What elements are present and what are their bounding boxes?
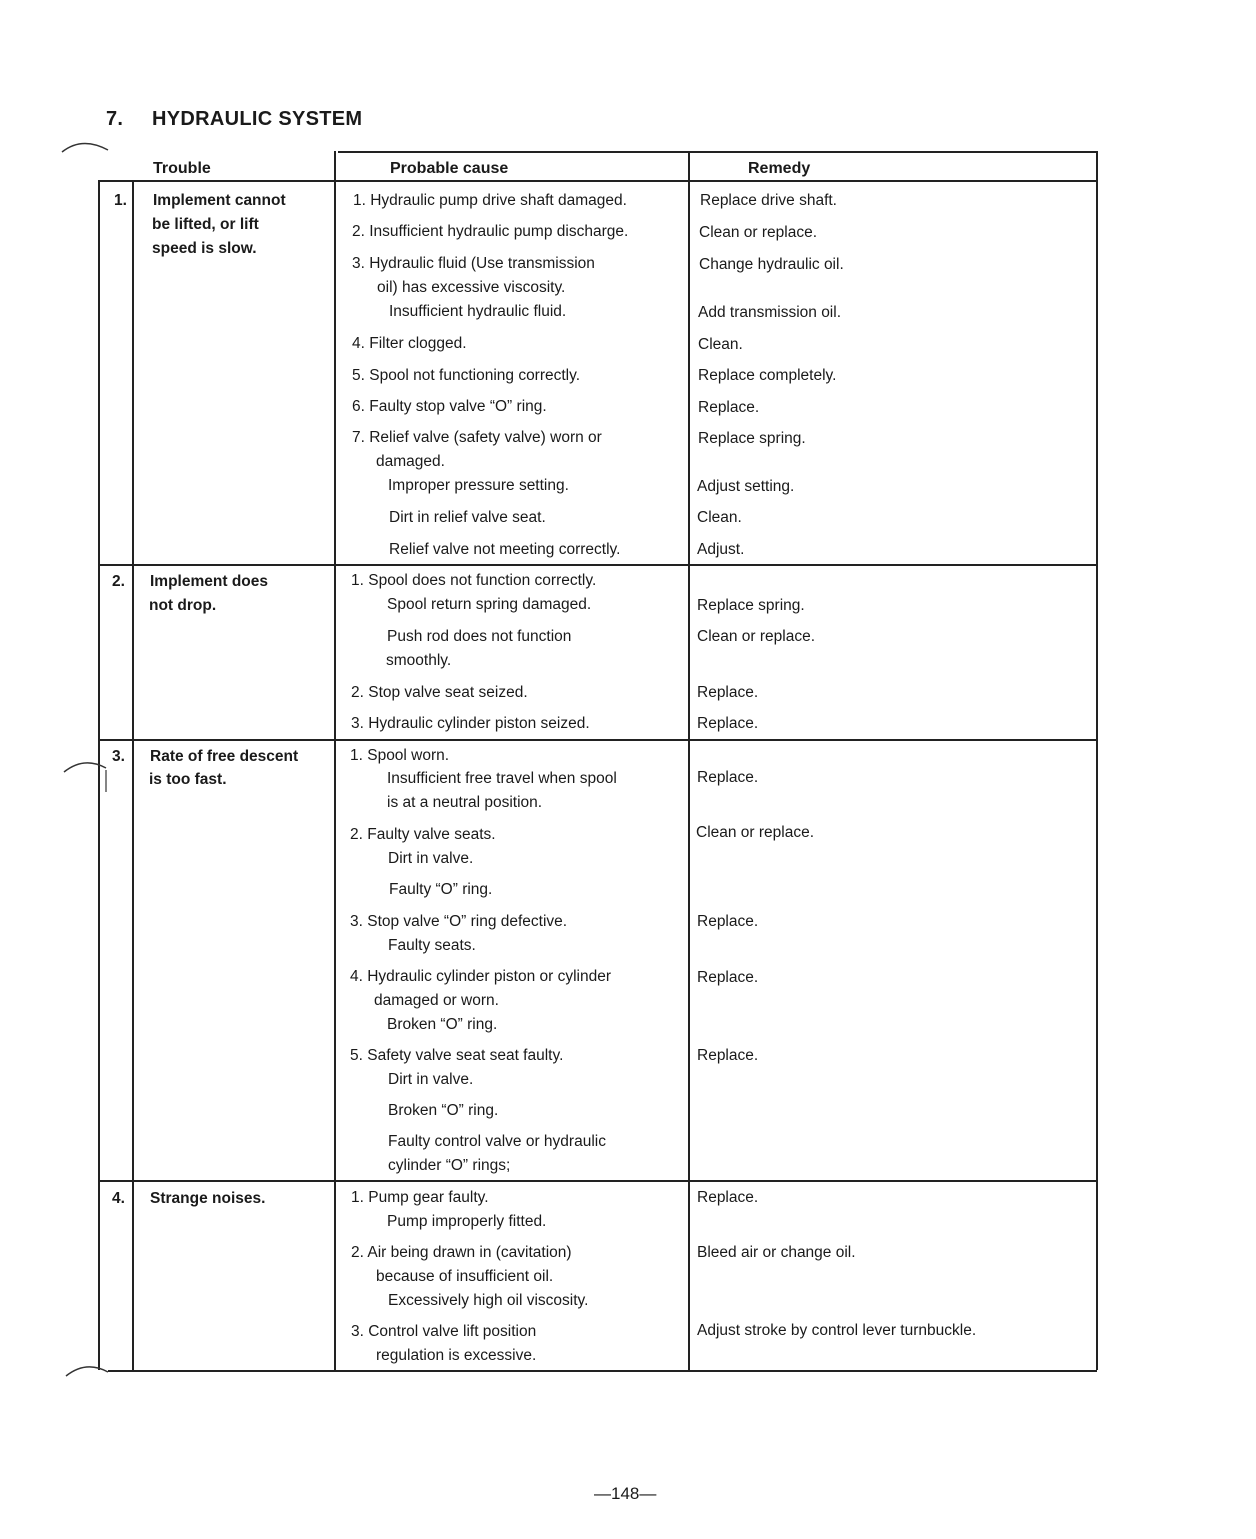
remedy-text: Replace.: [697, 913, 759, 930]
cause-text: Improper pressure setting.: [388, 477, 569, 494]
remedy-text: Replace spring.: [698, 430, 806, 447]
cause-text: 3. Hydraulic fluid (Use transmission: [352, 255, 595, 272]
cause-text: 6. Faulty stop valve “O” ring.: [352, 398, 547, 415]
cause-text: Insufficient hydraulic fluid.: [389, 303, 567, 320]
cause-column-rule: [688, 151, 690, 1370]
cause-text: smoothly.: [386, 652, 452, 669]
section-title: [106, 108, 362, 131]
cause-text: regulation is excessive.: [376, 1347, 537, 1364]
cause-text: Excessively high oil viscosity.: [388, 1292, 589, 1309]
remedy-text: Replace drive shaft.: [700, 192, 837, 209]
trouble-text: Implement cannot: [153, 192, 286, 209]
trouble-text: Strange noises.: [150, 1190, 266, 1207]
cause-text: Dirt in relief valve seat.: [389, 509, 546, 526]
cause-text: Spool return spring damaged.: [387, 596, 592, 613]
trouble-text: speed is slow.: [152, 240, 257, 257]
cause-text: 1. Spool worn.: [350, 747, 450, 764]
row-number: 4.: [112, 1190, 125, 1207]
section-number: 7.: [106, 108, 124, 130]
remedy-text: Replace.: [697, 969, 759, 986]
remedy-text: Replace.: [697, 684, 759, 701]
remedy-text: Adjust setting.: [697, 478, 795, 495]
remedy-text: Clean or replace.: [696, 824, 815, 841]
trouble-text: not drop.: [149, 597, 217, 614]
cause-text: 3. Control valve lift position: [351, 1323, 537, 1340]
header-probable-cause: Probable cause: [390, 160, 509, 177]
cause-text: 1. Spool does not function correctly.: [351, 572, 597, 589]
cause-text: 2. Air being drawn in (cavitation): [351, 1244, 572, 1261]
cause-text: Push rod does not function: [387, 628, 572, 645]
cause-text: cylinder “O” rings;: [388, 1157, 511, 1174]
remedy-text: Replace.: [698, 399, 760, 416]
cause-text: 3. Stop valve “O” ring defective.: [350, 913, 568, 930]
remedy-text: Adjust.: [697, 541, 745, 558]
remedy-text: Replace.: [697, 715, 759, 732]
header-trouble: Trouble: [153, 160, 211, 177]
cause-text: Broken “O” ring.: [388, 1102, 499, 1119]
cause-text: 5. Safety valve seat seat faulty.: [350, 1047, 564, 1064]
cause-text: 1. Hydraulic pump drive shaft damaged.: [353, 192, 627, 209]
row-divider: [98, 1180, 1097, 1182]
cause-text: 1. Pump gear faulty.: [351, 1189, 489, 1206]
cause-text: Faulty seats.: [388, 937, 476, 954]
cause-text: is at a neutral position.: [387, 794, 543, 811]
remedy-text: Clean or replace.: [699, 224, 818, 241]
cause-text: 4. Hydraulic cylinder piston or cylinder: [350, 968, 612, 985]
cause-text: Relief valve not meeting correctly.: [389, 541, 621, 558]
cause-text: 4. Filter clogged.: [352, 335, 467, 352]
cause-text: Faulty control valve or hydraulic: [388, 1133, 606, 1150]
trouble-text: be lifted, or lift: [152, 216, 259, 233]
header-rule: [98, 180, 1097, 182]
header-remedy: Remedy: [748, 160, 811, 177]
remedy-text: Replace spring.: [697, 597, 805, 614]
remedy-text: Change hydraulic oil.: [699, 256, 844, 273]
table-left-rule: [98, 180, 100, 1370]
cause-text: 2. Faulty valve seats.: [350, 826, 496, 843]
cause-text: damaged.: [376, 453, 445, 470]
cause-text: Broken “O” ring.: [387, 1016, 498, 1033]
remedy-text: Clean.: [698, 336, 743, 353]
cause-text: Faulty “O” ring.: [389, 881, 493, 898]
row-divider: [98, 739, 1097, 741]
cause-text: 2. Stop valve seat seized.: [351, 684, 528, 701]
remedy-text: Adjust stroke by control lever turnbuckle.: [697, 1322, 977, 1339]
table-right-rule: [1096, 151, 1098, 1370]
remedy-text: Bleed air or change oil.: [697, 1244, 856, 1261]
table-bottom-rule: [108, 1370, 1097, 1372]
cause-text: 3. Hydraulic cylinder piston seized.: [351, 715, 590, 732]
row-number: 3.: [112, 748, 125, 765]
cause-text: Insufficient free travel when spool: [387, 770, 617, 787]
trouble-column-rule: [334, 151, 336, 1370]
cause-text: Dirt in valve.: [388, 1071, 474, 1088]
remedy-text: Add transmission oil.: [698, 304, 842, 321]
num-column-rule: [132, 180, 134, 1370]
remedy-text: Clean or replace.: [697, 628, 816, 645]
remedy-text: Replace.: [697, 769, 759, 786]
trouble-text: Rate of free descent: [150, 748, 299, 765]
trouble-text: is too fast.: [149, 771, 227, 788]
trouble-text: Implement does: [150, 573, 268, 590]
cause-text: 2. Insufficient hydraulic pump discharge.: [352, 223, 629, 240]
cause-text: Dirt in valve.: [388, 850, 474, 867]
cause-text: damaged or worn.: [374, 992, 499, 1009]
row-divider: [98, 564, 1097, 566]
cause-text: because of insufficient oil.: [376, 1268, 554, 1285]
remedy-text: Replace completely.: [698, 367, 837, 384]
section-heading: HYDRAULIC SYSTEM: [152, 108, 363, 130]
cause-text: 5. Spool not functioning correctly.: [352, 367, 581, 384]
cause-text: 7. Relief valve (safety valve) worn or: [352, 429, 602, 446]
remedy-text: Replace.: [697, 1189, 759, 1206]
remedy-text: Replace.: [697, 1047, 759, 1064]
remedy-text: Clean.: [697, 509, 742, 526]
table-top-rule: [338, 151, 1097, 153]
row-number: 2.: [112, 573, 125, 590]
page-number: —148—: [594, 1484, 657, 1503]
cause-text: Pump improperly fitted.: [387, 1213, 547, 1230]
cause-text: oil) has excessive viscosity.: [377, 279, 566, 296]
row-number: 1.: [114, 192, 127, 209]
